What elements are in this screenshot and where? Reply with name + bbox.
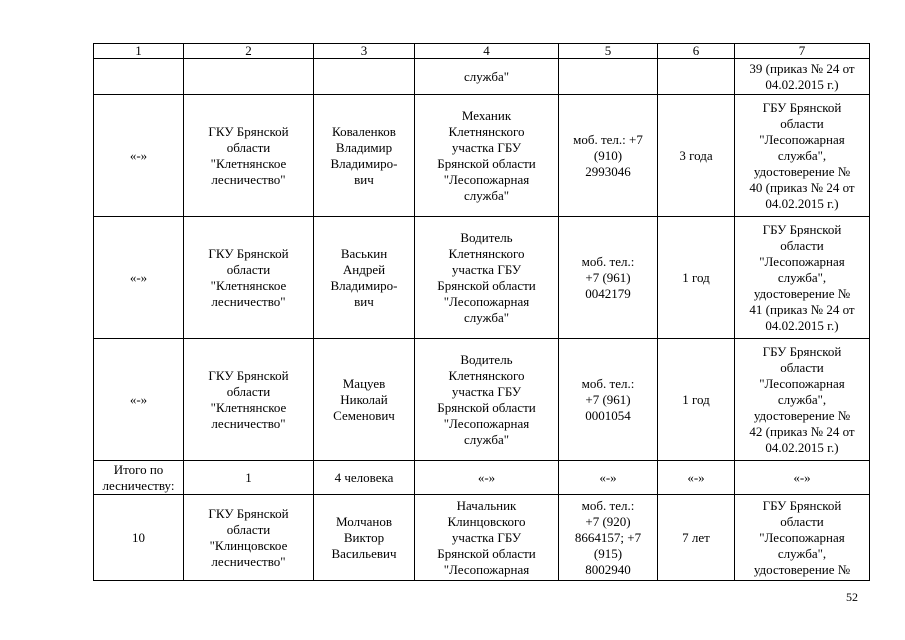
cell-experience: 1 год <box>658 217 735 339</box>
cell-full-name <box>314 59 415 95</box>
cell-contacts: моб. тел.: +7 (961) 0001054 <box>559 339 658 461</box>
cell-experience: 3 года <box>658 95 735 217</box>
cell-total-people: 4 человека <box>314 461 415 495</box>
cell-contacts: моб. тел.: +7 (910) 2993046 <box>559 95 658 217</box>
table-row <box>94 59 870 95</box>
cell-full-name: Васькин Андрей Владимиро- вич <box>314 217 415 339</box>
header-row <box>94 44 870 59</box>
table-row <box>94 495 870 581</box>
table-row <box>94 217 870 339</box>
cell-experience: 1 год <box>658 339 735 461</box>
cell-certificate: ГБУ Брянской области "Лесопожарная служба", удостоверение № 42 (приказ № 24 от 04.02.2015 г.) <box>735 339 870 461</box>
cell-organization: ГКУ Брянской области "Клетнянское лесничество" <box>184 217 314 339</box>
cell-position: Водитель Клетнянского участка ГБУ Брянской области "Лесопожарная служба" <box>415 339 559 461</box>
cell-organization <box>184 59 314 95</box>
cell-position: «-» <box>415 461 559 495</box>
total-row <box>94 461 870 495</box>
cell-number <box>94 59 184 95</box>
cell-position: Водитель Клетнянского участка ГБУ Брянской области "Лесопожарная служба" <box>415 217 559 339</box>
cell-number: 10 <box>94 495 184 581</box>
cell-contacts: «-» <box>559 461 658 495</box>
cell-full-name: Мацуев Николай Семенович <box>314 339 415 461</box>
cell-certificate: 39 (приказ № 24 от 04.02.2015 г.) <box>735 59 870 95</box>
cell-contacts: моб. тел.: +7 (920) 8664157; +7 (915) 8002940 <box>559 495 658 581</box>
cell-certificate: ГБУ Брянской области "Лесопожарная служба", удостоверение № 41 (приказ № 24 от 04.02.2015 г.) <box>735 217 870 339</box>
cell-total-label: Итого по лесничеству: <box>94 461 184 495</box>
header-cell-5: 5 <box>559 44 658 59</box>
cell-number: «-» <box>94 339 184 461</box>
cell-position: Механик Клетнянского участка ГБУ Брянской области "Лесопожарная служба" <box>415 95 559 217</box>
header-cell-7: 7 <box>735 44 870 59</box>
cell-experience <box>658 59 735 95</box>
header-cell-6: 6 <box>658 44 735 59</box>
header-cell-1: 1 <box>94 44 184 59</box>
cell-experience: «-» <box>658 461 735 495</box>
cell-number: «-» <box>94 95 184 217</box>
table-row <box>94 95 870 217</box>
cell-contacts: моб. тел.: +7 (961) 0042179 <box>559 217 658 339</box>
cell-total-count: 1 <box>184 461 314 495</box>
cell-contacts <box>559 59 658 95</box>
header-cell-3: 3 <box>314 44 415 59</box>
cell-organization: ГКУ Брянской области "Клетнянское лесничество" <box>184 95 314 217</box>
cell-organization: ГКУ Брянской области "Клинцовское лесничество" <box>184 495 314 581</box>
cell-certificate: ГБУ Брянской области "Лесопожарная служба", удостоверение № <box>735 495 870 581</box>
personnel-table <box>93 43 870 581</box>
cell-position: Начальник Клинцовского участка ГБУ Брянской области "Лесопожарная <box>415 495 559 581</box>
cell-full-name: Молчанов Виктор Васильевич <box>314 495 415 581</box>
header-cell-2: 2 <box>184 44 314 59</box>
cell-organization: ГКУ Брянской области "Клетнянское лесничество" <box>184 339 314 461</box>
header-cell-4: 4 <box>415 44 559 59</box>
cell-experience: 7 лет <box>658 495 735 581</box>
cell-certificate: ГБУ Брянской области "Лесопожарная служба", удостоверение № 40 (приказ № 24 от 04.02.2015 г.) <box>735 95 870 217</box>
table-row <box>94 339 870 461</box>
cell-certificate: «-» <box>735 461 870 495</box>
cell-full-name: Коваленков Владимир Владимиро- вич <box>314 95 415 217</box>
cell-position: служба" <box>415 59 559 95</box>
page-number: 52 <box>846 590 858 604</box>
cell-number: «-» <box>94 217 184 339</box>
